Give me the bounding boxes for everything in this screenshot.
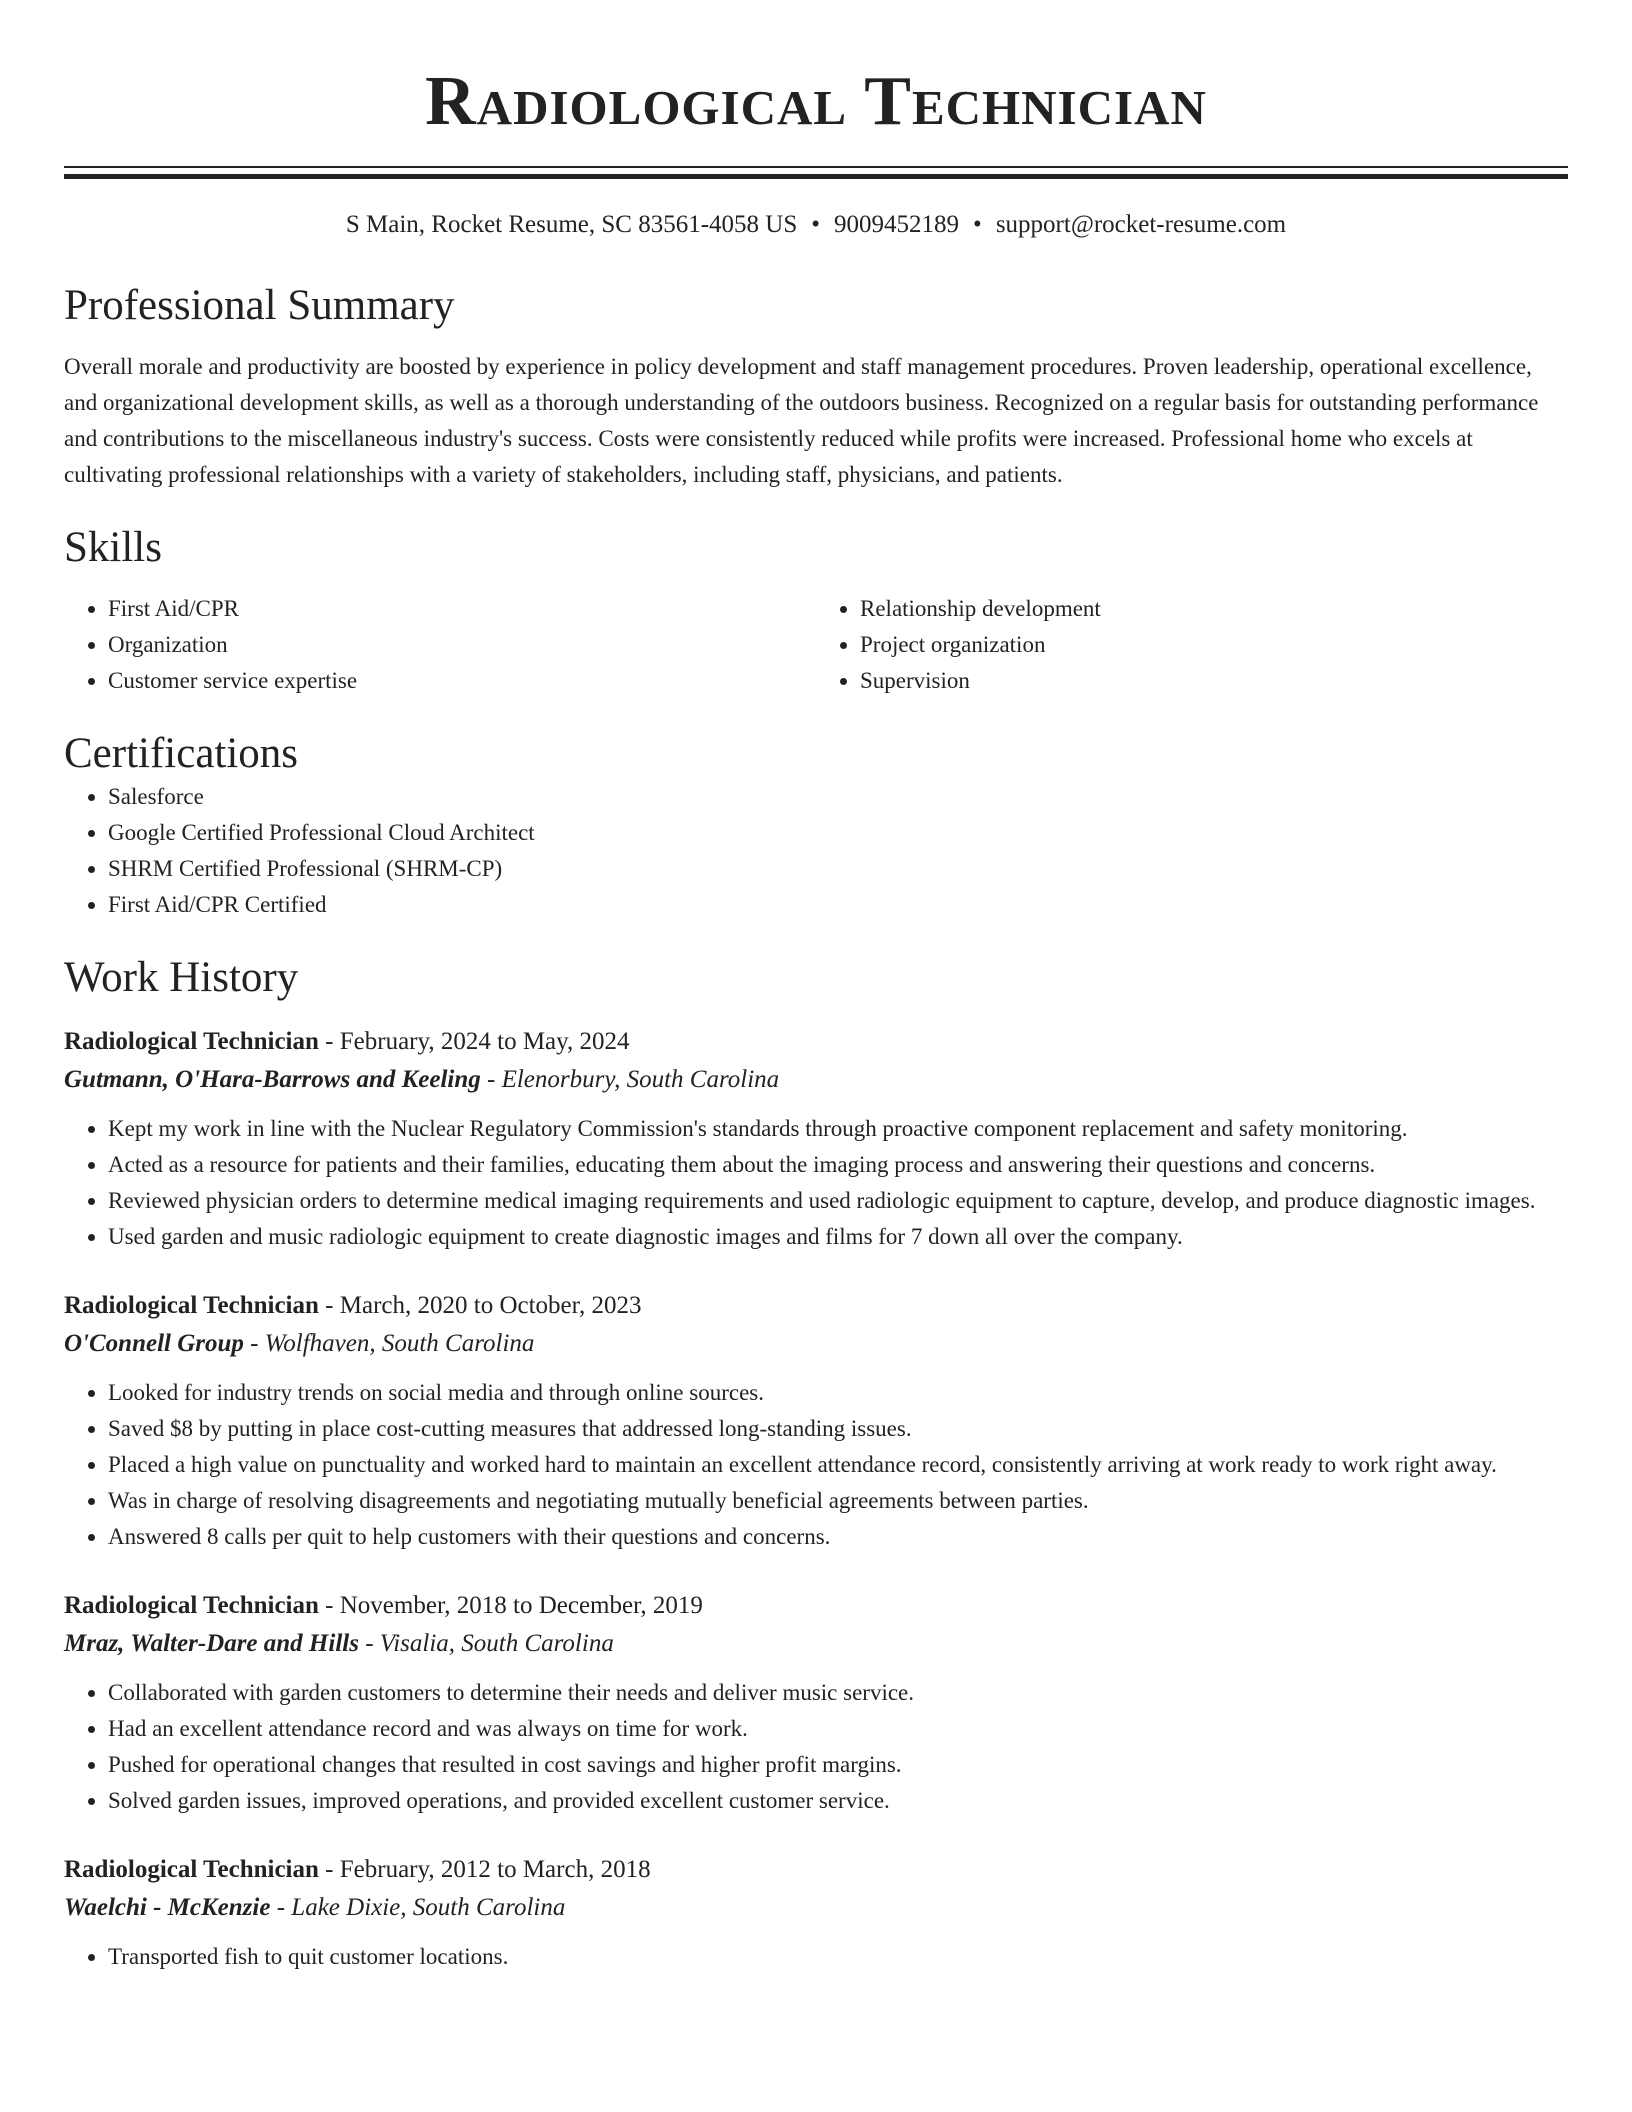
skill-item: • Customer service expertise — [108, 663, 816, 699]
job-dates: February, 2024 to May, 2024 — [339, 1028, 630, 1055]
job-duty: • Answered 8 calls per quit to help customers with their questions and concerns. — [108, 1519, 1568, 1555]
job-location: Visalia, South Carolina — [379, 1630, 614, 1657]
contact-line — [64, 209, 1568, 241]
contact-phone: 9009452189 — [834, 211, 960, 238]
summary-heading: Professional Summary — [64, 282, 455, 329]
job-dates: November, 2018 to December, 2019 — [339, 1592, 703, 1619]
skill-item: • Relationship development — [860, 591, 1568, 627]
job-dates: February, 2012 to March, 2018 — [339, 1856, 651, 1883]
contact-separator: • — [973, 211, 982, 238]
resume-name-heading: Radiological Technician — [425, 63, 1207, 140]
job-dash: - — [358, 1630, 380, 1657]
skills-heading: Skills — [64, 524, 162, 571]
job-location: Elenorbury, South Carolina — [501, 1066, 780, 1093]
job-duty: • Acted as a resource for patients and their families, educating them about the imaging process and answering their questions and concerns. — [108, 1147, 1568, 1183]
header-divider-thick — [64, 174, 1568, 179]
skill-item: • Supervision — [860, 663, 1568, 699]
job-duties-list — [64, 1111, 1568, 1255]
job-header — [64, 1287, 1568, 1325]
job-entry — [64, 1287, 1568, 1555]
job-dash: - — [318, 1028, 340, 1055]
job-duty: • Collaborated with garden customers to determine their needs and deliver music service. — [108, 1675, 1568, 1711]
job-dash: - — [318, 1592, 340, 1619]
job-duty: • Kept my work in line with the Nuclear Regulatory Commission's standards through proactive component replacement and safety monitoring. — [108, 1111, 1568, 1147]
skills-columns — [64, 591, 1568, 699]
job-company: Waelchi - McKenzie — [64, 1894, 271, 1921]
job-title: Radiological Technician — [64, 1856, 319, 1883]
skill-item: • First Aid/CPR — [108, 591, 816, 627]
job-title: Radiological Technician — [64, 1028, 319, 1055]
job-duties-list — [64, 1375, 1568, 1555]
job-duty: • Solved garden issues, improved operations, and provided excellent customer service. — [108, 1783, 1568, 1819]
job-duty: • Looked for industry trends on social media and through online sources. — [108, 1375, 1568, 1411]
job-company: O'Connell Group — [64, 1330, 244, 1357]
work-history-heading: Work History — [64, 954, 299, 1001]
contact-address: S Main, Rocket Resume, SC 83561-4058 US — [345, 211, 798, 238]
job-company: Gutmann, O'Hara-Barrows and Keeling — [64, 1066, 481, 1093]
contact-email: support@rocket-resume.com — [995, 211, 1287, 238]
job-entry — [64, 1587, 1568, 1819]
certification-item: • First Aid/CPR Certified — [108, 887, 1568, 923]
certifications-list — [64, 779, 1568, 923]
job-company: Mraz, Walter-Dare and Hills — [64, 1630, 359, 1657]
job-dates: March, 2020 to October, 2023 — [339, 1292, 642, 1319]
job-duty: • Pushed for operational changes that resulted in cost savings and higher profit margins. — [108, 1747, 1568, 1783]
job-duty: • Used garden and music radiologic equipment to create diagnostic images and films for 7 down all over the company. — [108, 1219, 1568, 1255]
job-duty: • Transported fish to quit customer locations. — [108, 1939, 1568, 1975]
summary-text: Overall morale and productivity are boosted by experience in policy development and staff management procedures. Proven leadership, operational excellence, and organizational development skills, as well as a thorough understanding of the outdoors business. Recognized on a regular basis for outstanding performance and contributions to the miscellaneous industry's success. Costs were consistently reduced while profits were increased. Professional home who excels at cultivating professional relationships with a variety of stakeholders, including staff, physicians, and patients. — [64, 354, 1539, 487]
job-entry — [64, 1851, 1568, 1975]
job-location: Wolfhaven, South Carolina — [264, 1330, 535, 1357]
job-duty: • Reviewed physician orders to determine medical imaging requirements and used radiologic equipment to capture, develop, and produce diagnostic images. — [108, 1183, 1568, 1219]
job-title: Radiological Technician — [64, 1292, 319, 1319]
job-dash: - — [270, 1894, 292, 1921]
skills-list-left — [64, 591, 816, 699]
certification-item: • Google Certified Professional Cloud Architect — [108, 815, 1568, 851]
skill-item: • Project organization — [860, 627, 1568, 663]
job-duties-list — [64, 1939, 1568, 1975]
job-duties-list — [64, 1675, 1568, 1819]
job-duty: • Had an excellent attendance record and was always on time for work. — [108, 1711, 1568, 1747]
job-employer — [64, 1061, 1568, 1099]
job-employer — [64, 1325, 1568, 1363]
job-header — [64, 1023, 1568, 1061]
job-dash: - — [318, 1856, 340, 1883]
job-entry — [64, 1023, 1568, 1255]
job-duty: • Placed a high value on punctuality and worked hard to maintain an excellent attendance record, consistently arriving at work ready to work right away. — [108, 1447, 1568, 1483]
skill-item: • Organization — [108, 627, 816, 663]
certification-item: • SHRM Certified Professional (SHRM-CP) — [108, 851, 1568, 887]
job-employer — [64, 1889, 1568, 1927]
job-dash: - — [243, 1330, 265, 1357]
job-title: Radiological Technician — [64, 1592, 319, 1619]
header-divider-thin — [64, 166, 1568, 168]
skills-list-right — [816, 591, 1568, 699]
contact-separator: • — [811, 211, 821, 238]
job-dash: - — [480, 1066, 502, 1093]
job-header — [64, 1851, 1568, 1889]
certifications-heading: Certifications — [64, 730, 299, 777]
job-duty: • Saved $8 by putting in place cost-cutting measures that addressed long-standing issues. — [108, 1411, 1568, 1447]
job-location: Lake Dixie, South Carolina — [291, 1894, 566, 1921]
job-employer — [64, 1625, 1568, 1663]
job-duty: • Was in charge of resolving disagreements and negotiating mutually beneficial agreements between parties. — [108, 1483, 1568, 1519]
job-header — [64, 1587, 1568, 1625]
certification-item: • Salesforce — [108, 779, 1568, 815]
job-dash: - — [318, 1292, 340, 1319]
